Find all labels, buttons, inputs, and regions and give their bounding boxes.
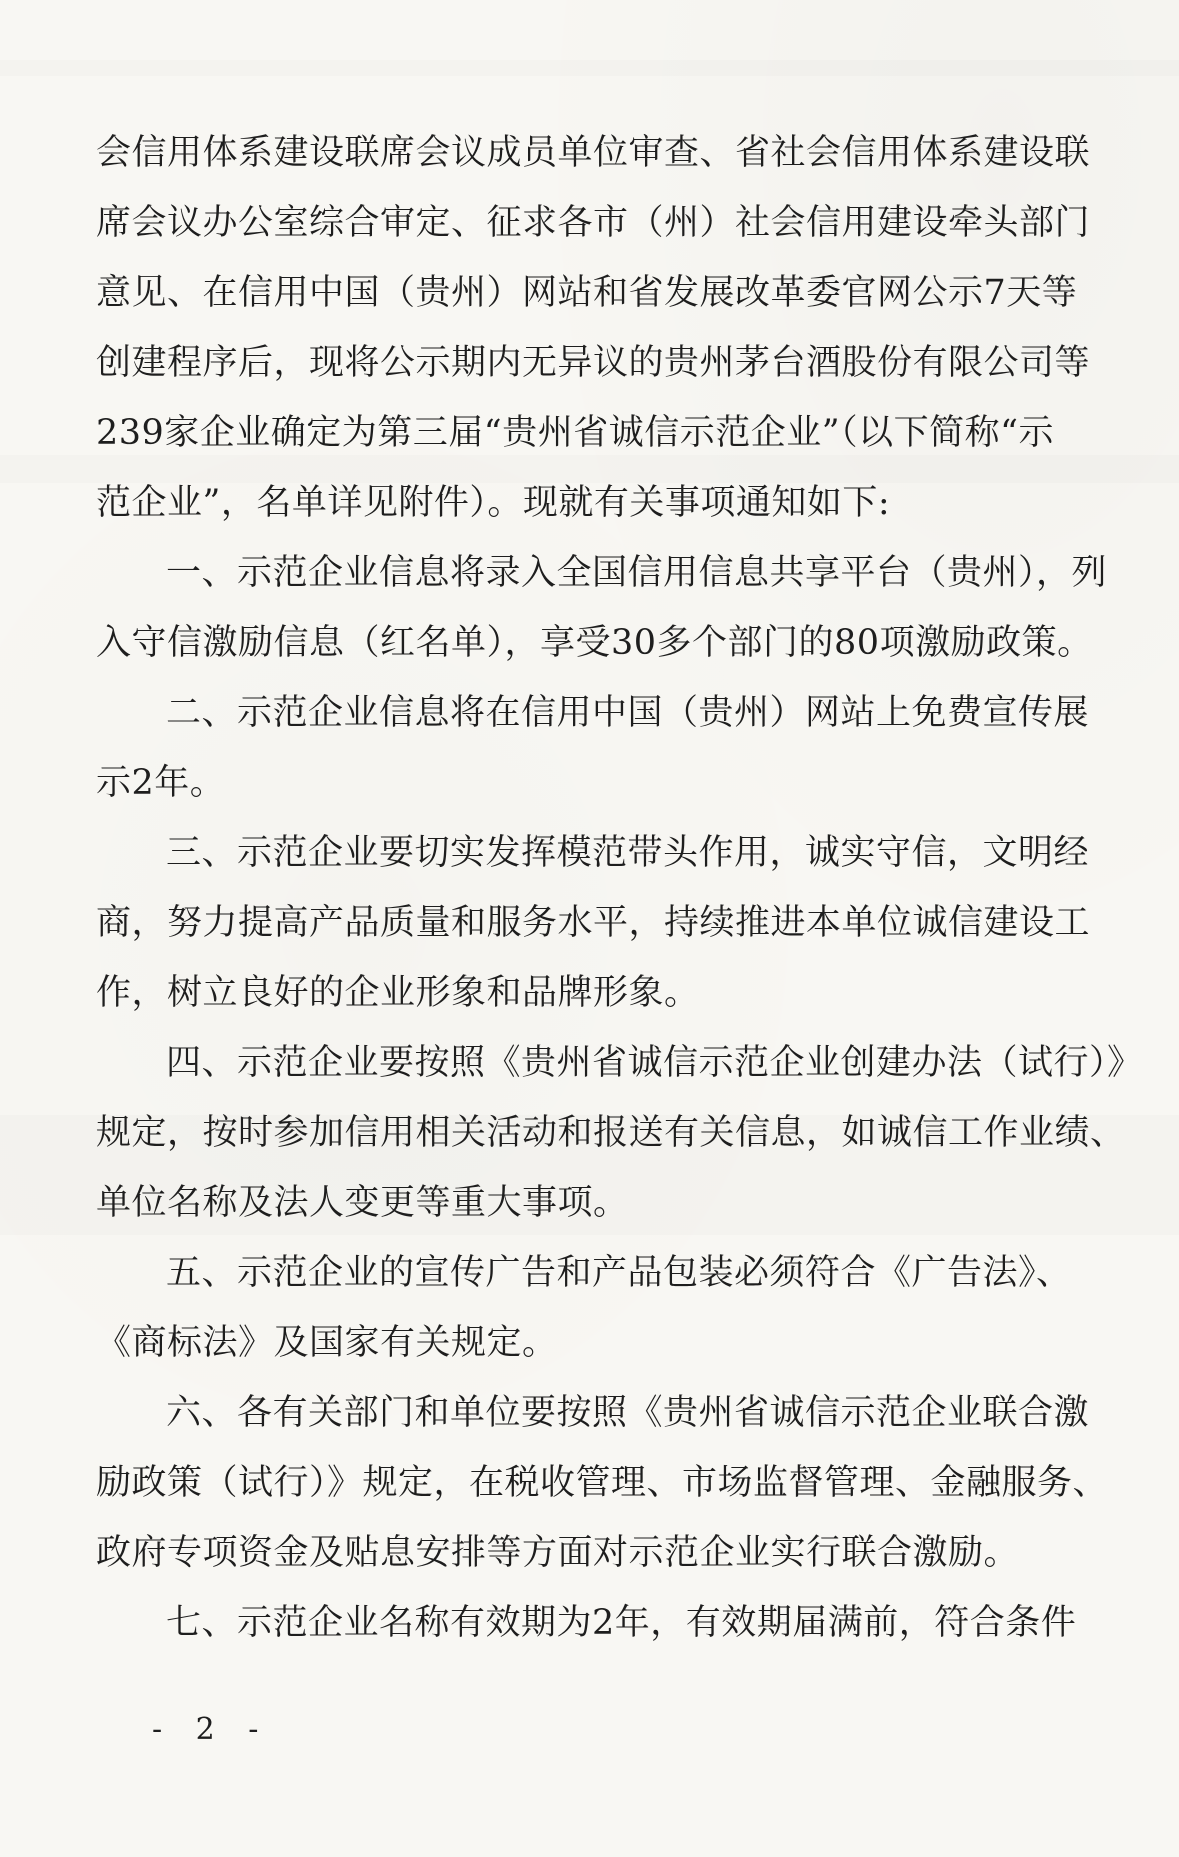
document-line-1: 会信用体系建设联席会议成员单位审查、省社会信用体系建设联 [96, 133, 1091, 173]
document-line-18: 《商标法》及国家有关规定。 [96, 1323, 558, 1363]
document-line-8: 入守信激励信息（红名单），享受30多个部门的80项激励政策。 [96, 623, 1093, 663]
document-line-9: 二、示范企业信息将在信用中国（贵州）网站上免费宣传展 [166, 693, 1090, 733]
document-line-12: 商，努力提高产品质量和服务水平，持续推进本单位诚信建设工 [96, 903, 1091, 943]
document-line-4: 创建程序后，现将公示期内无异议的贵州茅台酒股份有限公司等 [96, 343, 1091, 383]
document-line-6: 范企业”，名单详见附件）。现就有关事项通知如下: [96, 483, 891, 523]
document-line-14: 四、示范企业要按照《贵州省诚信示范企业创建办法（试行）》 [166, 1043, 1143, 1083]
document-line-16: 单位名称及法人变更等重大事项。 [96, 1183, 629, 1223]
document-line-10: 示2年。 [96, 763, 226, 803]
document-line-7: 一、示范企业信息将录入全国信用信息共享平台（贵州），列 [166, 553, 1108, 593]
document-line-2: 席会议办公室综合审定、征求各市（州）社会信用建设牵头部门 [96, 203, 1091, 243]
document-line-11: 三、示范企业要切实发挥模范带头作用，诚实守信，文明经 [166, 833, 1090, 873]
document-line-3: 意见、在信用中国（贵州）网站和省发展改革委官网公示7天等 [96, 273, 1078, 313]
document-line-22: 七、示范企业名称有效期为2年，有效期届满前，符合条件 [166, 1603, 1077, 1643]
document-line-19: 六、各有关部门和单位要按照《贵州省诚信示范企业联合激 [166, 1393, 1090, 1433]
document-line-13: 作，树立良好的企业形象和品牌形象。 [96, 973, 700, 1013]
document-line-15: 规定，按时参加信用相关活动和报送有关信息，如诚信工作业绩、 [96, 1113, 1126, 1153]
document-line-17: 五、示范企业的宣传广告和产品包装必须符合《广告法》、 [166, 1253, 1072, 1293]
page-number: - 2 - [152, 1712, 271, 1747]
document-line-5: 239家企业确定为第三届“贵州省诚信示范企业”（以下简称“示 [96, 413, 1054, 453]
document-line-21: 政府专项资金及贴息安排等方面对示范企业实行联合激励。 [96, 1533, 1020, 1573]
document-line-20: 励政策（试行）》规定，在税收管理、市场监督管理、金融服务、 [96, 1463, 1109, 1503]
